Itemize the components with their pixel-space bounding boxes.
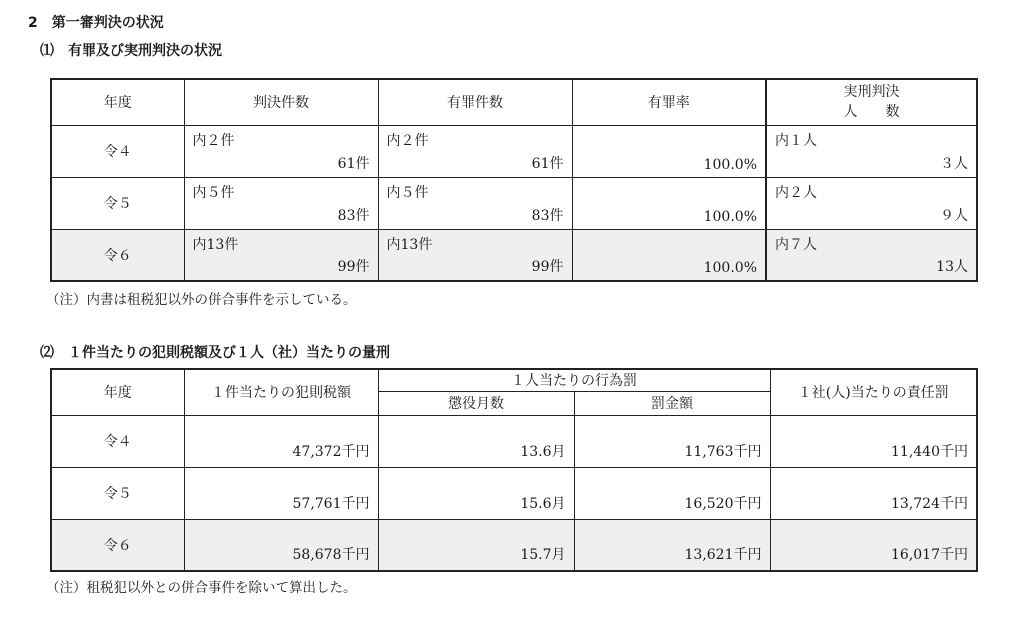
prison-inner: 内７人: [775, 236, 817, 253]
table-header-row: [51, 369, 977, 391]
table-row: [51, 229, 977, 281]
row-year: 令６: [51, 519, 184, 571]
guilty-rate: 100.0%: [703, 208, 757, 225]
prison-months: 13.6月: [378, 415, 574, 467]
section-title: 2 第一審判決の状況: [28, 15, 164, 31]
prison-months: 15.7月: [378, 519, 574, 571]
col-guilty-rate: 有罪率: [572, 79, 766, 125]
judgments-inner: 内２件: [192, 132, 235, 149]
table1-note: （注）内書は租税犯以外の併合事件を示している。: [46, 292, 357, 308]
prison-inner: 内１人: [775, 132, 817, 149]
section1-heading: ⑴ 有罪及び実刑判決の状況: [40, 43, 222, 59]
guilty-total: 99件: [531, 259, 564, 275]
row-year: 令４: [51, 125, 184, 177]
tax-per-case: 47,372千円: [184, 415, 378, 467]
fine-amount: 16,520千円: [574, 467, 770, 519]
col-guilty: 有罪件数: [378, 79, 572, 125]
sentence-table: [50, 368, 978, 572]
guilty-inner: 内５件: [386, 184, 429, 201]
col-per-person-penalty: １人当たりの行為罰: [378, 369, 770, 391]
row-year: 令４: [51, 415, 184, 467]
corporate-penalty: 11,440千円: [770, 415, 977, 467]
prison-total: 13人: [936, 259, 968, 275]
section2-heading: ⑵ １件当たりの犯則税額及び１人（社）当たりの量刑: [40, 345, 390, 361]
col-fine: 罰金額: [574, 391, 770, 415]
col-prison-line2: 人 数: [843, 104, 900, 121]
row-year: 令５: [51, 467, 184, 519]
table2-note: （注）租税犯以外との併合事件を除いて算出した。: [46, 580, 357, 596]
col-year: 年度: [51, 79, 184, 125]
verdict-table: [50, 78, 978, 282]
guilty-total: 83件: [531, 207, 564, 224]
guilty-inner: 内13件: [386, 236, 433, 253]
col-corporate-penalty: １社(人)当たりの責任罰: [770, 369, 977, 415]
fine-amount: 13,621千円: [574, 519, 770, 571]
guilty-inner: 内２件: [386, 132, 429, 149]
row-year: 令５: [51, 177, 184, 229]
prison-inner: 内２人: [775, 184, 817, 201]
table-row: [51, 415, 977, 467]
judgments-total: 61件: [337, 155, 370, 172]
corporate-penalty: 13,724千円: [770, 467, 977, 519]
table-row: [51, 467, 977, 519]
col-judgments: 判決件数: [184, 79, 378, 125]
prison-total: ９人: [940, 207, 968, 224]
judgments-inner: 内５件: [192, 184, 235, 201]
guilty-rate: 100.0%: [703, 260, 757, 276]
table-header-row: [51, 79, 977, 125]
corporate-penalty: 16,017千円: [770, 519, 977, 571]
table-row: [51, 125, 977, 177]
prison-months: 15.6月: [378, 467, 574, 519]
table-row: [51, 177, 977, 229]
row-year: 令６: [51, 229, 184, 281]
guilty-total: 61件: [531, 155, 564, 172]
tax-per-case: 57,761千円: [184, 467, 378, 519]
col-year: 年度: [51, 369, 184, 415]
col-prison-line1: 実刑判決: [843, 84, 900, 101]
tax-per-case: 58,678千円: [184, 519, 378, 571]
judgments-total: 99件: [337, 259, 370, 275]
col-prison-months: 懲役月数: [378, 391, 574, 415]
judgments-inner: 内13件: [192, 236, 239, 253]
col-prison: [766, 79, 977, 125]
table-row: [51, 519, 977, 571]
fine-amount: 11,763千円: [574, 415, 770, 467]
prison-total: ３人: [940, 155, 968, 172]
judgments-total: 83件: [337, 207, 370, 224]
col-tax-per-case: １件当たりの犯則税額: [184, 369, 378, 415]
guilty-rate: 100.0%: [703, 156, 757, 173]
